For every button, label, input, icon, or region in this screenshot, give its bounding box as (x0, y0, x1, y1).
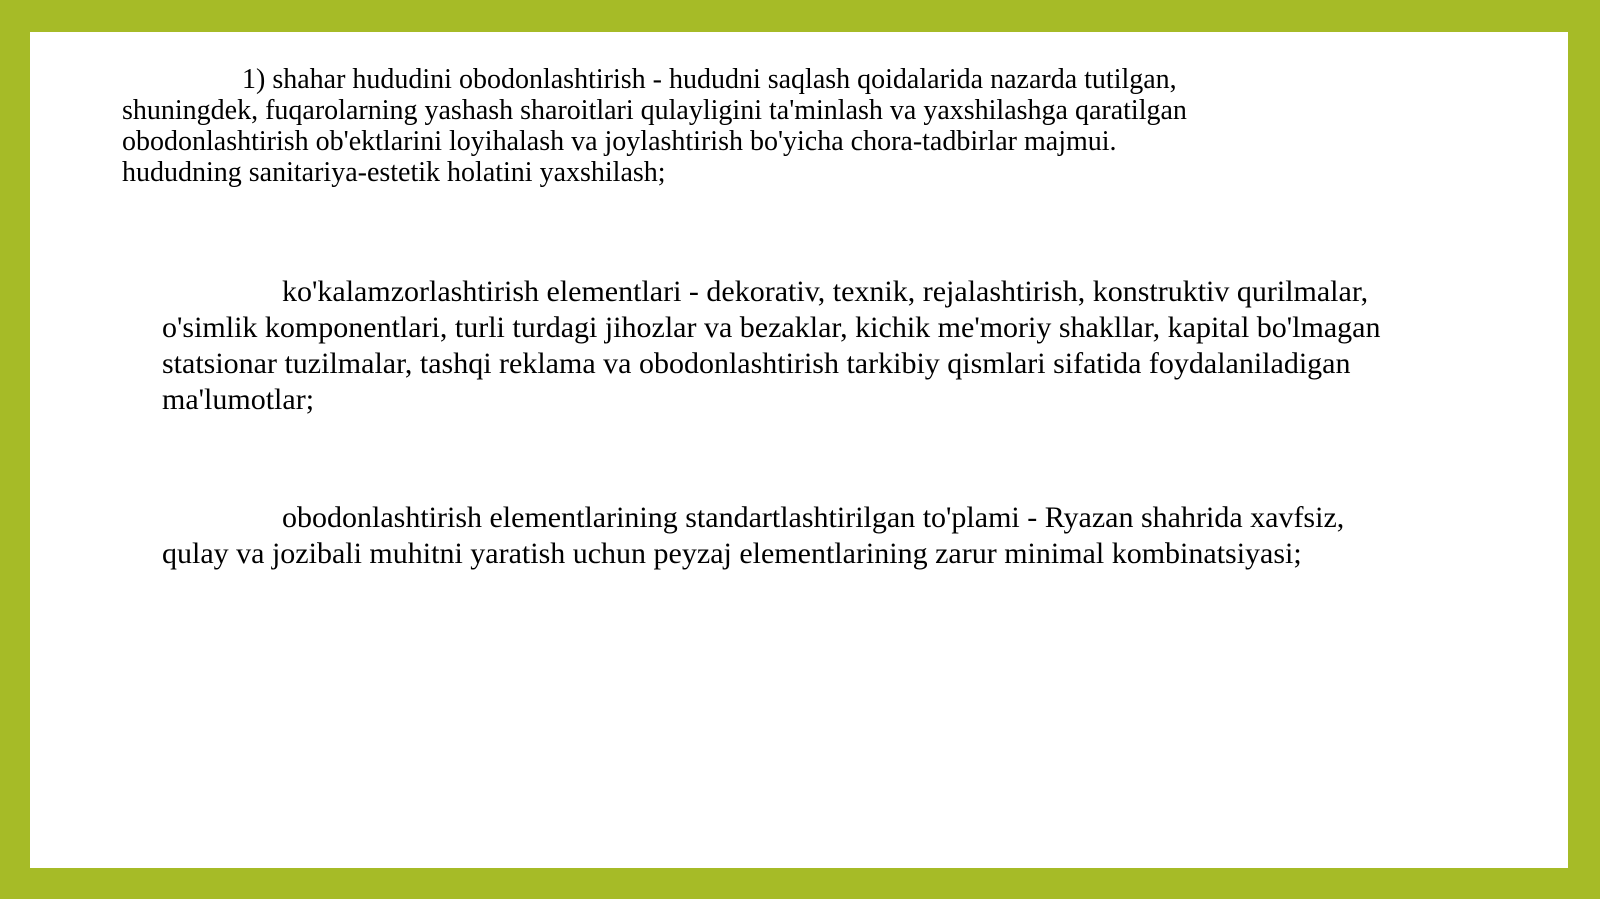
paragraph-obodonlashtirish-definition: 1) shahar hududini obodonlashtirish - hududni saqlash qoidalarida nazarda tutilgan, shuningdek, fuqarolarning yashash sharoitlari qulayligini ta'minlash va yaxshilashga qaratilgan obodonlashtirish ob'ektlarini loyihalash va joylashtirish bo'yicha chora-tadbirlar majmui. hududning sanitariya-estetik holatini yaxshilash; (122, 64, 1187, 188)
paragraph-standard-set: obodonlashtirish elementlarining standartlashtirilgan to'plami - Ryazan shahrida xavfsiz, qulay va jozibali muhitni yaratish uchun peyzaj elementlarining zarur minimal kombinatsiyasi; (162, 501, 1345, 570)
slide-content (30, 32, 1568, 868)
paragraph-kokalamzorlashtirish-elements: ko'kalamzorlashtirish elementlari - dekorativ, texnik, rejalashtirish, konstruktiv qurilmalar, o'simlik komponentlari, turli turdagi jihozlar va bezaklar, kichik me'moriy shakllar, kapital bo'lmagan statsionar tuzilmalar, tashqi reklama va obodonlashtirish tarkibiy qismlari sifatida foydalaniladigan ma'lumotlar; (162, 275, 1381, 416)
